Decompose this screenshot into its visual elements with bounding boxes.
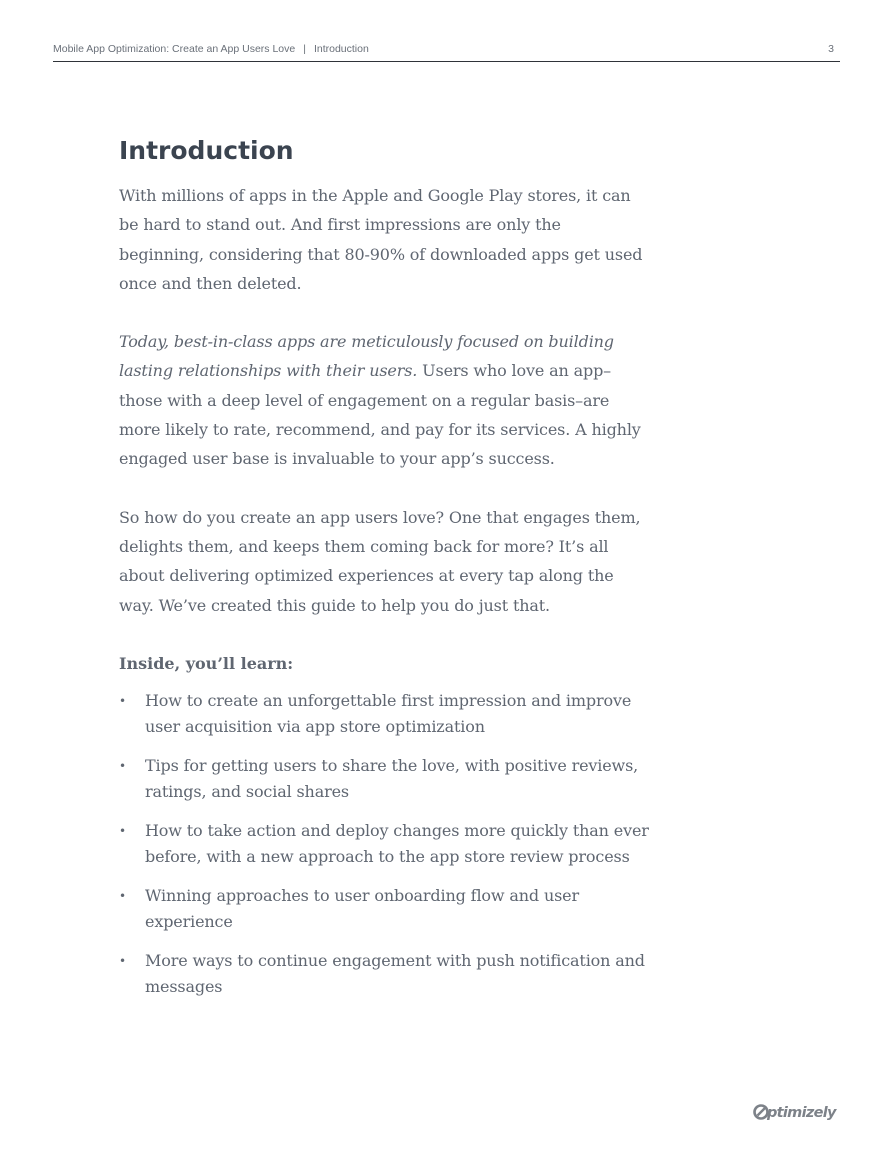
header-section: Introduction <box>313 43 369 55</box>
intro-paragraph-2-italic: Today, best-in-class apps are meticulously focused on building lasting relationships with their users. <box>119 332 614 381</box>
bullet-icon: • <box>119 888 126 903</box>
list-item <box>119 688 649 740</box>
running-header <box>53 43 840 62</box>
list-item <box>119 948 649 1000</box>
list-item <box>119 753 649 805</box>
list-item-text: How to create an unforgettable first impression and improve user acquisition via app store optimization <box>145 690 632 736</box>
list-item-text: Winning approaches to user onboarding flow and user experience <box>145 885 579 931</box>
bullet-icon: • <box>119 758 126 773</box>
list-item <box>119 883 649 935</box>
list-item-text: Tips for getting users to share the love, with positive reviews, ratings, and social shares <box>145 755 639 801</box>
list-item-text: How to take action and deploy changes more quickly than ever before, with a new approach to the app store review process <box>145 820 649 866</box>
page-title: Introduction <box>119 136 294 165</box>
header-doc-title: Mobile App Optimization: Create an App Users Love <box>53 43 296 55</box>
intro-paragraph-2 <box>119 327 649 473</box>
bullet-icon: • <box>119 953 126 968</box>
main-content <box>119 135 649 1013</box>
optimizely-logo <box>752 1100 842 1124</box>
intro-paragraph-3: So how do you create an app users love? One that engages them, delights them, and keeps them coming back for more? It’s all about delivering optimized experiences at every tap along the way. We’ve created this guide to help you do just that. <box>119 507 641 615</box>
learn-heading: Inside, you’ll learn: <box>119 653 294 673</box>
page-number: 3 <box>828 43 834 55</box>
intro-paragraph-1: With millions of apps in the Apple and Google Play stores, it can be hard to stand out. And first impressions are only the beginning, considering that 80-90% of downloaded apps get used once and then deleted. <box>119 186 643 293</box>
logo-mark-slash <box>758 1107 767 1116</box>
bullet-icon: • <box>119 823 126 838</box>
list-item <box>119 818 649 870</box>
logo-wordmark: ptimizely <box>767 1105 836 1121</box>
bullet-icon: • <box>119 693 126 708</box>
list-item-text: More ways to continue engagement with push notification and messages <box>145 950 645 996</box>
intro-paragraph-2-rest: Users who love an app–those with a deep level of engagement on a regular basis–are more likely to rate, recommend, and pay for its services. A highly engaged user base is invaluable to your app’s success. <box>119 361 641 469</box>
header-separator: | <box>303 43 306 55</box>
learn-list <box>119 688 649 1000</box>
header-left <box>53 43 369 55</box>
